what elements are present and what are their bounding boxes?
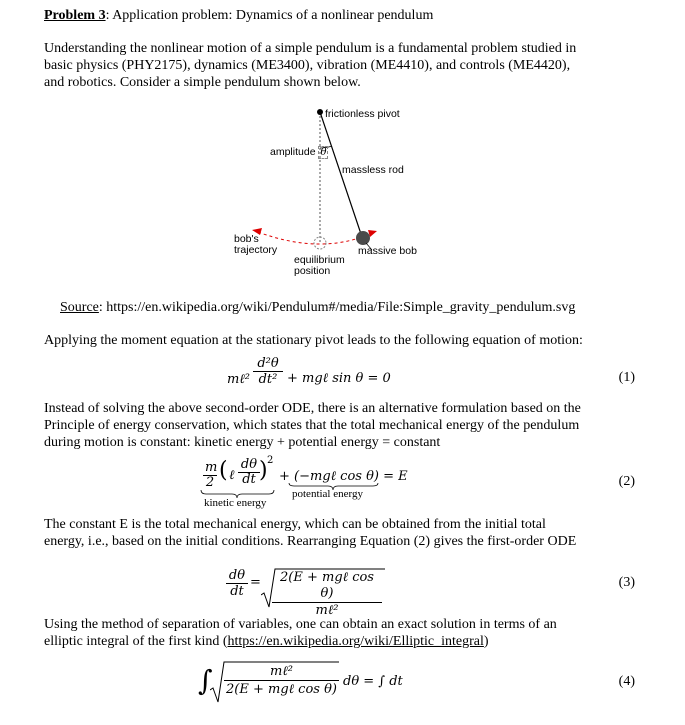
eq4-integral: ∫ (198, 664, 213, 697)
eq2-right-paren: ) (259, 458, 268, 483)
eq1-denominator: dt² (258, 372, 278, 387)
energy-paragraph (44, 400, 644, 451)
bob-circle (356, 231, 370, 245)
trajectory-label-line-1: bob's (234, 233, 259, 245)
eq1-number: (1) (618, 370, 635, 385)
intro-line-2: basic physics (PHY2175), dynamics (ME3400), vibration (ME4410), and controls (ME4420), (44, 58, 571, 73)
problem-label: Problem 3 (44, 8, 106, 23)
problem-heading (44, 8, 433, 24)
eq2-power: 2 (267, 455, 274, 466)
eq1-numerator: d²θ (253, 356, 283, 372)
eq3-denominator: dt (230, 584, 244, 599)
eq4-root-numerator: mℓ² (224, 663, 339, 681)
eq3-lhs-fraction (226, 568, 248, 599)
equilibrium-label-line-2: position (294, 265, 331, 277)
energy-line-2: Principle of energy conservation, which states that the total mechanical energy of the pendulum (44, 418, 580, 433)
eq3-root-denominator: mℓ² (315, 603, 339, 618)
eq1-rest: + mgℓ sin θ = 0 (287, 371, 391, 386)
eq3-equals: = (250, 575, 261, 590)
separation-line-2 (44, 633, 644, 650)
amplitude-text: amplitude (270, 146, 316, 158)
eq4-root-denominator: 2(E + mgℓ cos θ) (226, 682, 337, 697)
eq3-root-numerator: 2(E + mgℓ cos θ) (272, 570, 382, 603)
theta-symbol: θ (320, 147, 327, 158)
energy-line-3: during motion is constant: kinetic energy + potential energy = constant (44, 435, 441, 450)
eq4-root-fraction (224, 663, 339, 698)
separation-line-2-after: ) (483, 634, 489, 649)
pivot-label: frictionless pivot (325, 108, 400, 120)
separation-line-1: Using the method of separation of variables, one can obtain an exact solution in terms of an (44, 617, 557, 632)
rod-label: massless rod (342, 164, 404, 176)
eq2-ell: ℓ (229, 468, 235, 483)
amplitude-label (270, 146, 328, 158)
eq2-dt: dt (242, 472, 256, 487)
eq2-left-paren: ( (219, 458, 228, 483)
eq4-rhs: dθ = ∫ dt (343, 674, 403, 689)
eq1-fraction (253, 356, 283, 387)
eq2-two: 2 (205, 475, 215, 490)
elliptic-integral-link[interactable]: https://en.wikipedia.org/wiki/Elliptic_integral (227, 634, 484, 649)
intro-paragraph (44, 40, 644, 91)
separation-paragraph (44, 616, 644, 650)
eq4-number: (4) (618, 674, 635, 689)
problem-title: : Application problem: Dynamics of a nonlinear pendulum (105, 8, 434, 23)
eq2-number: (2) (618, 474, 635, 489)
equilibrium-bob (314, 237, 326, 249)
equilibrium-label-line-1: equilibrium (294, 254, 345, 266)
intro-line-3: and robotics. Consider a simple pendulum shown below. (44, 75, 361, 90)
source-label: Source (60, 300, 99, 315)
eq2-dtheta-dt (238, 458, 260, 487)
eq2-m: m (205, 460, 218, 475)
total-line-2: energy, i.e., based on the initial conditions. Rearranging Equation (2) gives the first-order ODE (44, 534, 577, 549)
eq2-m-over-2 (203, 461, 217, 490)
energy-line-1: Instead of solving the above second-order ODE, there is an alternative formulation based on the (44, 401, 581, 416)
moment-text: Applying the moment equation at the stationary pivot leads to the following equation of motion: (44, 333, 583, 348)
eq3-number: (3) (618, 575, 635, 590)
source-url: : https://en.wikipedia.org/wiki/Pendulum#/media/File:Simple_gravity_pendulum.svg (98, 300, 576, 315)
trajectory-label-line-2: trajectory (234, 244, 278, 256)
eq2-potential: + (−mgℓ cos θ) = E (279, 469, 408, 484)
potential-energy-label: potential energy (292, 488, 363, 500)
eq3-numerator: dθ (226, 568, 248, 584)
trajectory-label (234, 234, 277, 256)
eq2-dtheta: dθ (238, 458, 260, 473)
eq3-root-fraction (272, 570, 382, 619)
equilibrium-label (294, 255, 345, 277)
intro-line-1: Understanding the nonlinear motion of a simple pendulum is a fundamental problem studied in (44, 41, 577, 56)
total-line-1: The constant E is the total mechanical energy, which can be obtained from the initial total (44, 517, 546, 532)
total-energy-paragraph (44, 516, 644, 550)
kinetic-energy-label: kinetic energy (204, 497, 267, 509)
eq1-coeff: mℓ² (227, 372, 250, 387)
bob-label: massive bob (358, 245, 417, 257)
separation-line-2-before: elliptic integral of the first kind ( (44, 634, 228, 649)
pendulum-figure (220, 100, 480, 285)
source-line (60, 300, 575, 316)
